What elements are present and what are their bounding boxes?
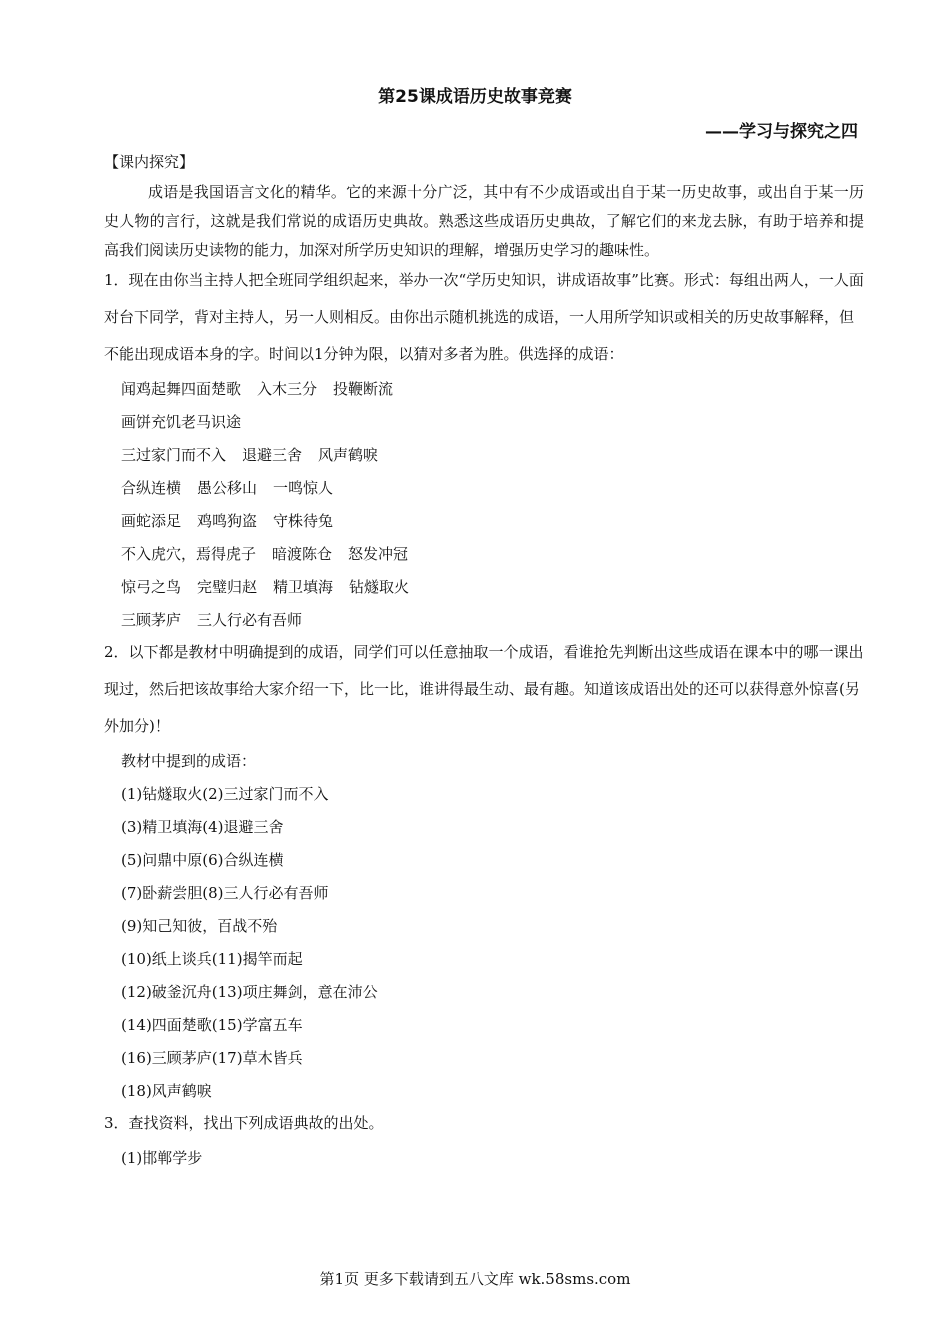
idiom-row: 合纵连横 愚公移山 一鸣惊人 — [121, 479, 334, 497]
list-item: (7)卧薪尝胆(8)三人行必有吾师 — [121, 884, 329, 902]
idiom-row: 惊弓之鸟 完璧归赵 精卫填海 钻燧取火 — [121, 578, 410, 596]
list-item: (12)破釜沉舟(13)项庄舞剑，意在沛公 — [121, 983, 378, 1001]
list-item: (3)精卫填海(4)退避三舍 — [121, 818, 284, 836]
document-body — [104, 178, 864, 1175]
page-footer: 第1页 更多下载请到五八文库 wk.58sms.com — [319, 1270, 631, 1288]
idiom-row: 不入虎穴，焉得虎子 暗渡陈仓 怒发冲冠 — [121, 545, 409, 563]
list-item: (5)问鼎中原(6)合纵连横 — [121, 851, 284, 869]
page-subtitle: ——学习与探究之四 — [705, 122, 858, 142]
question-2: 2．以下都是教材中明确提到的成语，同学们可以任意抽取一个成语，看谁抢先判断出这些成语在课本中的哪一课出现过，然后把该故事给大家介绍一下，比一比，谁讲得最生动、最有趣。知道该成语出处的还可以获得意外惊喜(另外加分)！ — [104, 643, 864, 735]
section-label: 【课内探究】 — [104, 153, 195, 171]
list-item: (18)风声鹤唳 — [121, 1082, 212, 1100]
list-item: (10)纸上谈兵(11)揭竿而起 — [121, 950, 303, 968]
list-item: (1)邯郸学步 — [121, 1149, 203, 1167]
page-title: 第25课成语历史故事竞赛 — [378, 87, 572, 107]
list-label: 教材中提到的成语： — [121, 752, 257, 770]
idiom-row: 画饼充饥老马识途 — [121, 413, 242, 431]
idiom-row: 闻鸡起舞四面楚歌 入木三分 投鞭断流 — [121, 380, 394, 398]
idiom-row: 三过家门而不入 退避三舍 风声鹤唳 — [121, 446, 379, 464]
list-item: (14)四面楚歌(15)学富五车 — [121, 1016, 303, 1034]
idiom-row: 三顾茅庐 三人行必有吾师 — [121, 611, 303, 629]
question-1: 1．现在由你当主持人把全班同学组织起来，举办一次“学历史知识，讲成语故事”比赛。形式：每组出两人，一人面对台下同学，背对主持人，另一人则相反。由你出示随机挑选的成语，一人用所学知识或相关的历史故事解释，但不能出现成语本身的字。时间以1分钟为限，以猜对多者为胜。供选择的成语： — [104, 271, 864, 363]
idiom-row: 画蛇添足 鸡鸣狗盗 守株待兔 — [121, 512, 334, 530]
question-3: 3．查找资料，找出下列成语典故的出处。 — [104, 1114, 384, 1132]
intro-paragraph: 成语是我国语言文化的精华。它的来源十分广泛，其中有不少成语或出自于某一历史故事，或出自于某一历史人物的言行，这就是我们常说的成语历史典故。熟悉这些成语历史典故，了解它们的来龙去脉，有助于培养和提高我们阅读历史读物的能力，加深对所学历史知识的理解，增强历史学习的趣味性。 — [104, 183, 864, 259]
textbook-idiom-list — [104, 745, 864, 1108]
source-idiom-list — [104, 1142, 864, 1175]
list-item: (1)钻燧取火(2)三过家门而不入 — [121, 785, 329, 803]
list-item: (9)知己知彼，百战不殆 — [121, 917, 278, 935]
idiom-choice-list — [104, 373, 864, 637]
list-item: (16)三顾茅庐(17)草木皆兵 — [121, 1049, 303, 1067]
